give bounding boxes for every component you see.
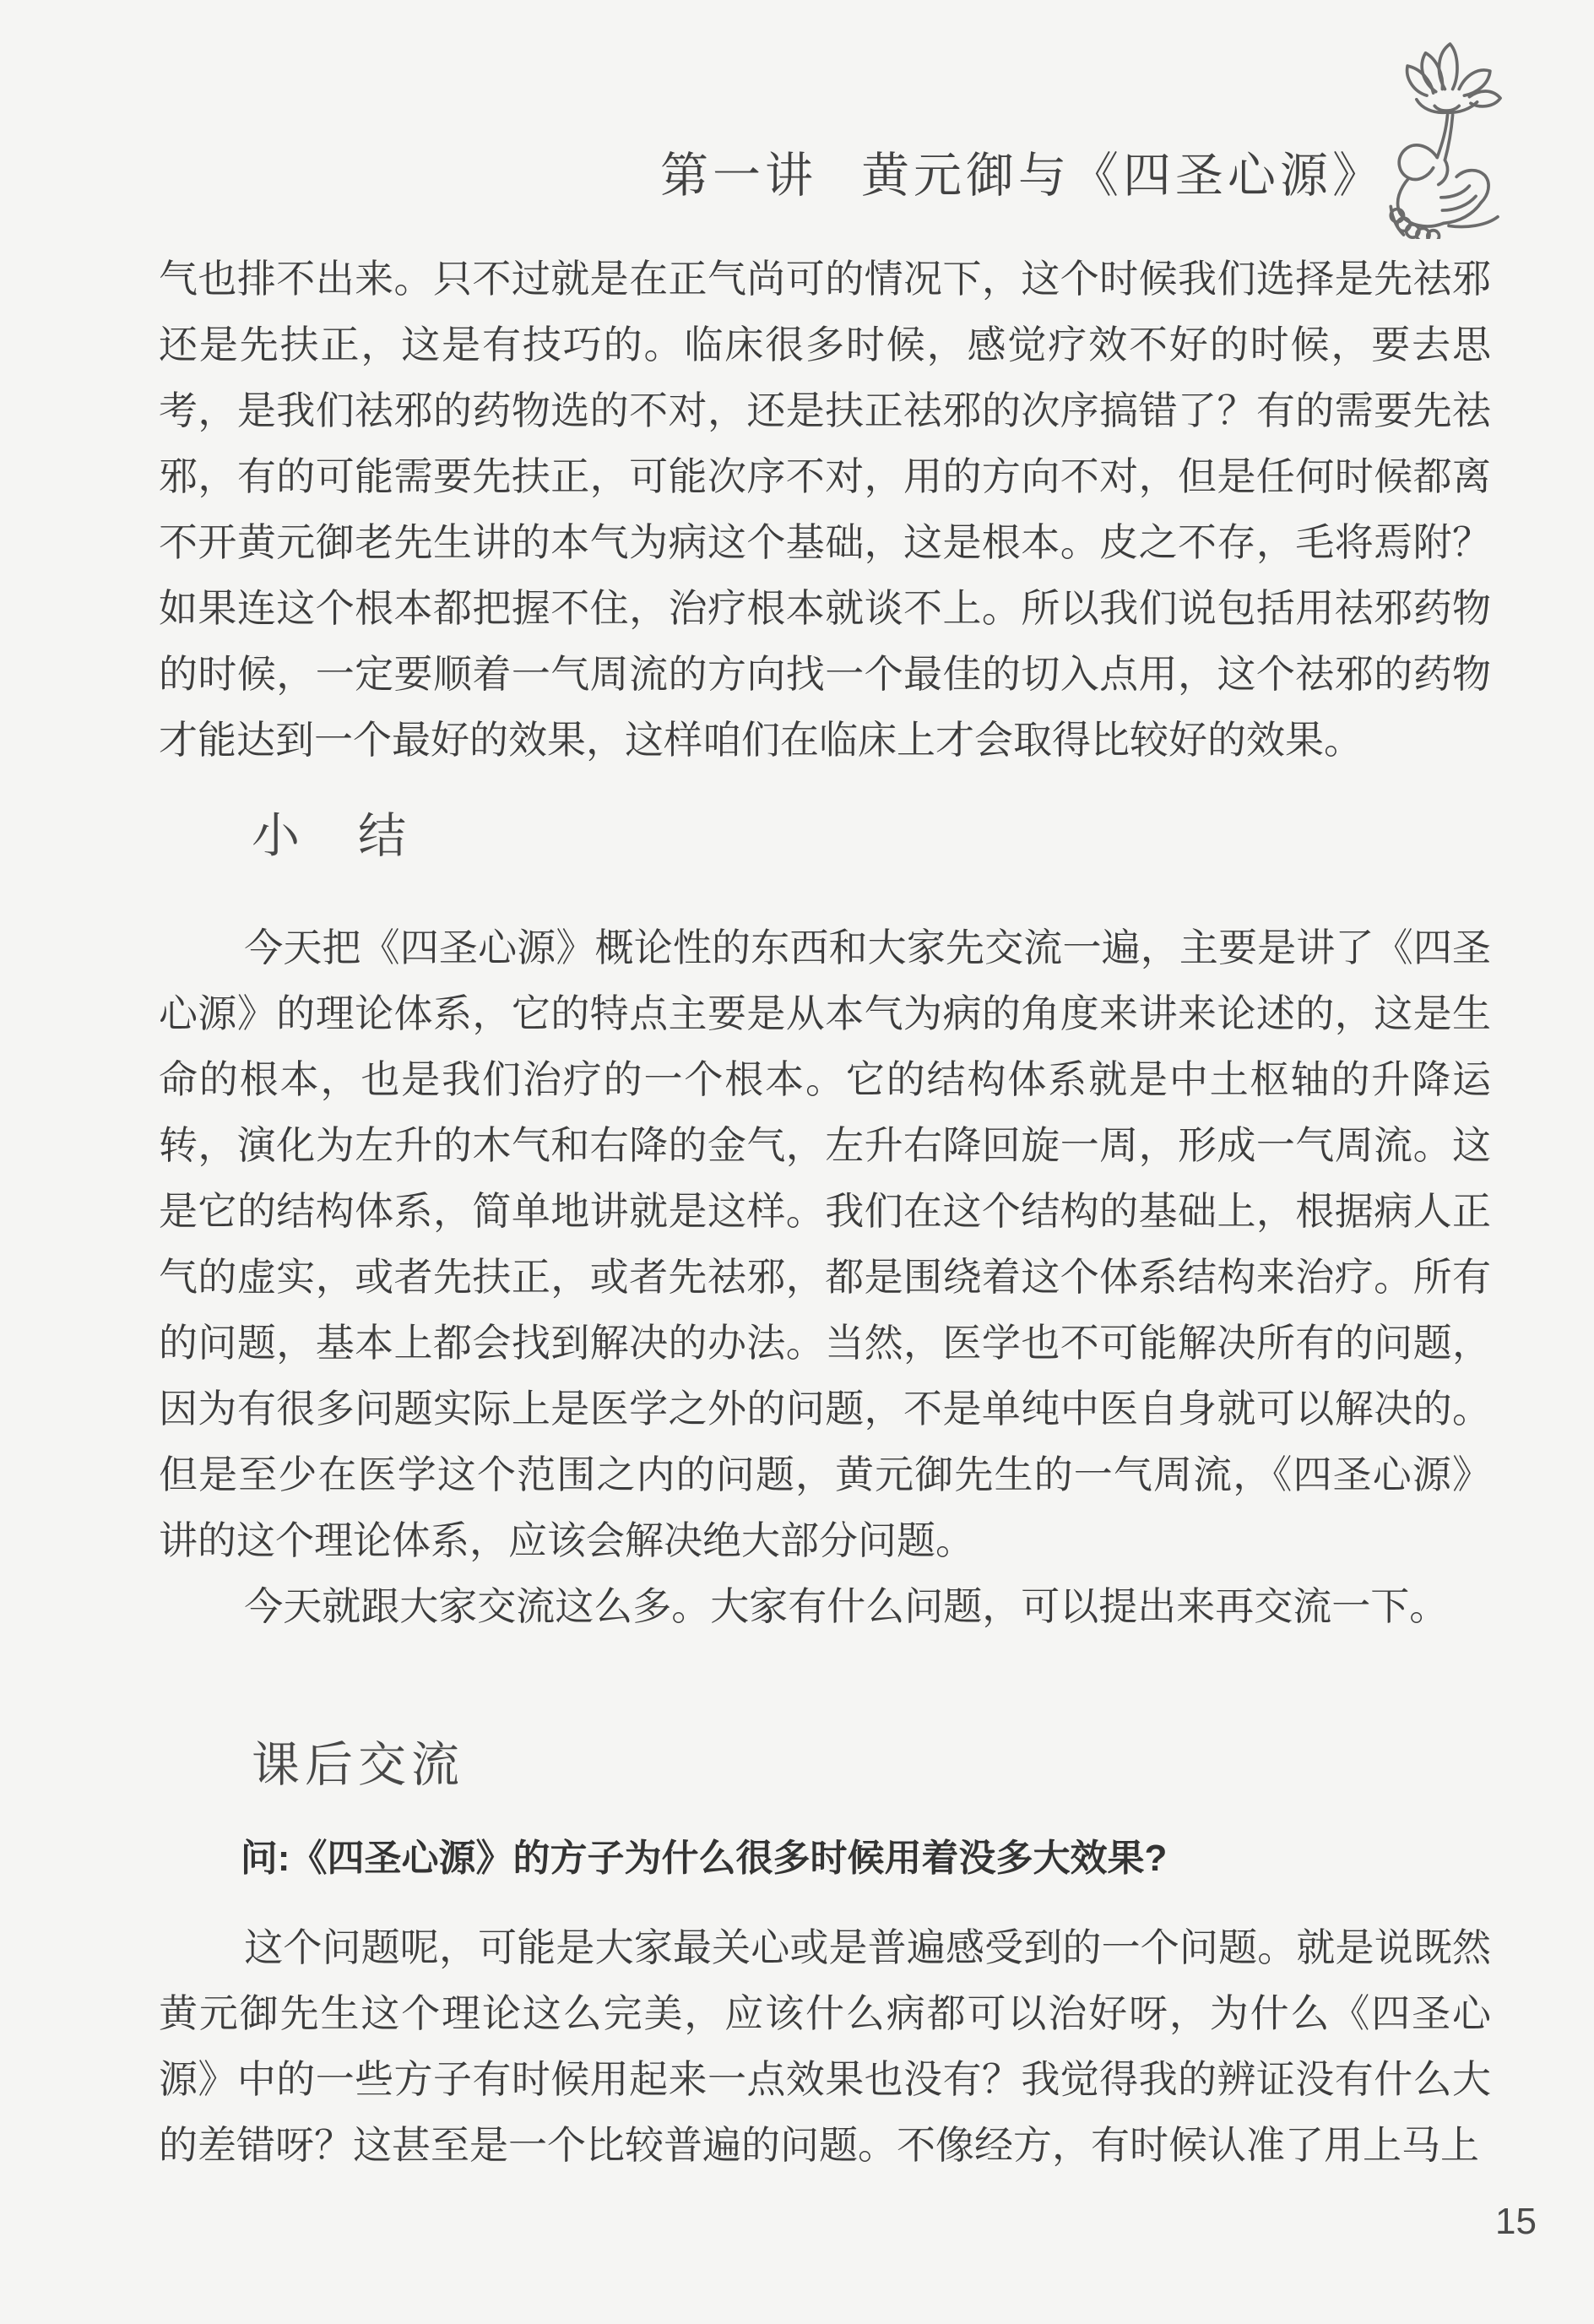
page-number: 15 xyxy=(1495,2201,1537,2242)
section-heading-discussion: 课后交流 xyxy=(252,1739,464,1792)
body-paragraph: 气也排不出来。只不过就是在正气尚可的情况下，这个时候我们选择是先祛邪还是先扶正，这是有技巧的。临床很多时候，感觉疗效不好的时候，要去思考，是我们祛邪的药物选的不对，还是扶正祛邪的次序搞错了？有的需要先祛邪，有的可能需要先扶正，可能次序不对，用的方向不对，但是任何时候都离不开黄元御老先生讲的本气为病这个基础，这是根本。皮之不存，毛将焉附？如果连这个根本都把握不住，治疗根本就谈不上。所以我们说包括用祛邪药物的时候，一定要顺着一气周流的方向找一个最佳的切入点用，这个祛邪的药物才能达到一个最好的效果，这样咱们在临床上才会取得比较好的效果。 xyxy=(159,258,1491,762)
section-heading-summary: 小 结 xyxy=(252,810,411,863)
question-line: 问:《四圣心源》的方子为什么很多时候用着没多大效果? xyxy=(240,1838,1168,1879)
chapter-title: 黄元御与《四圣心源》 xyxy=(861,149,1385,203)
hand-holding-lotus-icon xyxy=(1378,32,1520,239)
page-header xyxy=(0,137,1385,206)
chapter-label: 第一讲 xyxy=(660,149,817,203)
body-paragraph: 今天把《四圣心源》概论性的东西和大家先交流一遍，主要是讲了《四圣心源》的理论体系，它的特点主要是从本气为病的角度来讲来论述的，这是生命的根本，也是我们治疗的一个根本。它的结构体系就是中土枢轴的升降运转，演化为左升的木气和右降的金气，左升右降回旋一周，形成一气周流。这是它的结构体系，简单地讲就是这样。我们在这个结构的基础上，根据病人正气的虚实，或者先扶正，或者先祛邪，都是围绕着这个体系结构来治疗。所有的问题，基本上都会找到解决的办法。当然，医学也不可能解决所有的问题，因为有很多问题实际上是医学之外的问题，不是单纯中医自身就可以解决的。但是至少在医学这个范围之内的问题，黄元御先生的一气周流，《四圣心源》讲的这个理论体系，应该会解决绝大部分问题。 xyxy=(159,926,1491,1562)
page-content xyxy=(159,247,1491,2179)
body-paragraph: 今天就跟大家交流这么多。大家有什么问题，可以提出来再交流一下。 xyxy=(244,1585,1449,1628)
body-paragraph: 这个问题呢，可能是大家最关心或是普遍感受到的一个问题。就是说既然黄元御先生这个理论这么完美，应该什么病都可以治好呀，为什么《四圣心源》中的一些方子有时候用起来一点效果也没有？我觉得我的辨证没有什么大的差错呀？这甚至是一个比较普遍的问题。不像经方，有时候认准了用上马上 xyxy=(159,1926,1491,2167)
